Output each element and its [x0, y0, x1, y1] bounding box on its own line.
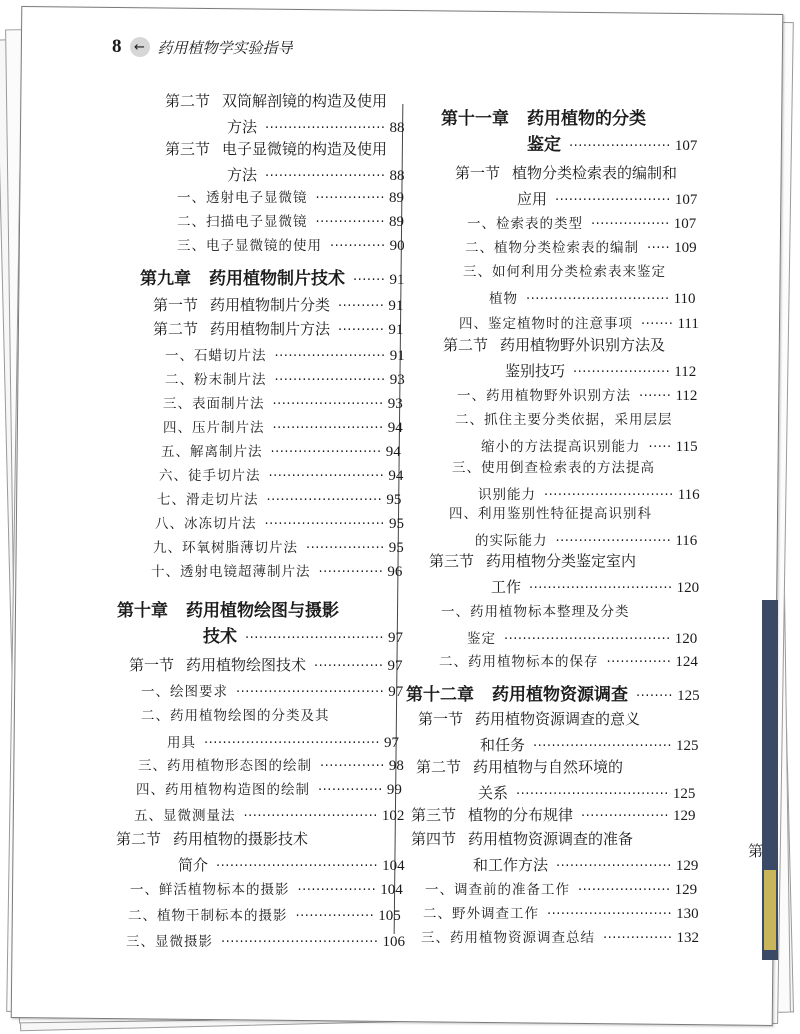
- book-title: 药用植物学实验指导: [157, 38, 293, 57]
- toc-leader-dots: ··························: [265, 121, 386, 136]
- toc-leader-dots: ······························: [245, 631, 384, 646]
- toc-leader-dots: ··········: [338, 299, 385, 314]
- toc-page-number: 124: [675, 654, 698, 670]
- toc-leader-dots: ·························: [555, 534, 672, 549]
- toc-section-entry: [416, 756, 695, 806]
- toc-entry-title: 药用植物制片分类: [210, 296, 331, 314]
- toc-entry-title: 六、徒手切片法: [159, 468, 261, 484]
- toc-section-entry: [455, 162, 697, 212]
- toc-item-entry: [441, 600, 697, 651]
- toc-entry-title: 三、药用植物形态图的绘制: [138, 758, 312, 774]
- toc-entry-title: 药用植物绘图与摄影: [186, 601, 339, 621]
- toc-section-entry: [411, 828, 698, 878]
- toc-page-number: 115: [675, 439, 698, 455]
- toc-page-number: 90: [389, 238, 405, 254]
- toc-entry-title: 三、使用倒查检索表的方法提高: [452, 460, 655, 476]
- toc-page-number: 96: [387, 564, 403, 580]
- toc-leader-dots: ····································: [504, 632, 671, 647]
- toc-entry-title: 二、野外调查工作: [423, 906, 539, 922]
- toc-page-number: 112: [675, 388, 698, 404]
- toc-entry-title: 一、石蜡切片法: [165, 348, 267, 364]
- page-number: 8: [112, 36, 122, 57]
- toc-entry-title: 二、扫描电子显微镜: [177, 214, 308, 230]
- toc-chapter-entry: [441, 108, 697, 158]
- toc-entry-label: 第三节: [429, 552, 475, 570]
- toc-entry-title-continued: 和任务: [480, 736, 526, 754]
- toc-page-number: 94: [387, 420, 403, 436]
- toc-page-number: 125: [672, 786, 696, 802]
- toc-page-number: 94: [385, 444, 401, 460]
- toc-leader-dots: ························: [274, 373, 386, 388]
- toc-entry-title: 植物分类检索表的编制和: [512, 164, 678, 182]
- toc-entry-label: 第四节: [411, 830, 457, 848]
- toc-entry-title-continued: 和工作方法: [473, 856, 549, 874]
- toc-entry-title: 药用植物绘图技术: [186, 656, 307, 674]
- toc-entry-label: 第十一章: [441, 109, 509, 129]
- toc-leader-dots: ·························: [555, 193, 671, 208]
- toc-leader-dots: ···························: [547, 907, 673, 922]
- toc-page-number: 95: [388, 540, 404, 556]
- toc-entry-label: 第十二章: [406, 685, 474, 705]
- toc-entry-title: 药用植物与自然环境的: [473, 758, 624, 776]
- toc-entry-title-continued: 植物: [489, 291, 518, 307]
- toc-leader-dots: ··································: [221, 935, 379, 950]
- toc-leader-dots: ·································: [516, 787, 669, 802]
- toc-entry-title-continued: 识别能力: [478, 487, 536, 503]
- toc-entry-label: 第一节: [455, 164, 501, 182]
- toc-page-number: 97: [384, 735, 400, 751]
- toc-leader-dots: ··············: [320, 759, 385, 774]
- toc-page-number: 88: [389, 120, 405, 136]
- toc-entry-label: 第二节: [443, 336, 489, 354]
- toc-entry-title: 二、药用植物标本的保存: [439, 654, 599, 670]
- toc-entry-title: 药用植物野外识别方法及: [500, 336, 666, 354]
- toc-leader-dots: ····················: [578, 883, 671, 898]
- toc-entry-title: 电子显微镜的构造及使用: [222, 140, 388, 158]
- toc-leader-dots: ···················: [581, 809, 670, 824]
- toc-entry-title: 植物的分布规律: [468, 806, 574, 824]
- toc-page-number: 104: [380, 882, 403, 898]
- toc-leader-dots: ·····················: [573, 365, 671, 380]
- toc-item-entry: [457, 384, 697, 408]
- toc-leader-dots: ························: [272, 421, 384, 436]
- toc-entry-title: 药用植物资源调查的意义: [475, 710, 641, 728]
- toc-page-number: 109: [674, 240, 697, 256]
- toc-page-number: 130: [676, 906, 699, 922]
- toc-entry-title: 二、抓住主要分类依据，采用层层: [455, 412, 673, 428]
- toc-section-entry: [443, 334, 696, 384]
- toc-entry-title: 三、电子显微镜的使用: [177, 238, 322, 254]
- toc-item-entry: [425, 878, 697, 902]
- toc-leader-dots: ·······························: [526, 292, 670, 307]
- toc-page-number: 102: [381, 808, 405, 824]
- toc-page-number: 93: [389, 372, 405, 388]
- toc-leader-dots: ·················: [295, 909, 375, 924]
- toc-leader-dots: ·······: [641, 317, 674, 332]
- toc-entry-title: 五、解离制片法: [161, 444, 263, 460]
- toc-page-number: 120: [674, 631, 698, 647]
- toc-entry-title: 三、药用植物资源调查总结: [421, 930, 595, 946]
- toc-entry-title: 二、粉末制片法: [165, 372, 267, 388]
- toc-entry-label: 第二节: [153, 320, 199, 338]
- toc-entry-title: 双筒解剖镜的构造及使用: [222, 92, 388, 110]
- toc-page-number: 88: [389, 168, 405, 184]
- toc-leader-dots: ········: [636, 689, 674, 704]
- toc-leader-dots: ·················: [297, 883, 377, 898]
- toc-entry-title: 七、滑走切片法: [157, 492, 259, 508]
- toc-item-entry: [449, 502, 697, 553]
- toc-entry-title: 十、透射电镜超薄制片法: [151, 564, 311, 580]
- toc-entry-label: 第九章: [140, 269, 191, 289]
- toc-entry-title: 一、调查前的准备工作: [425, 882, 570, 898]
- toc-page-number: 91: [388, 298, 404, 314]
- toc-page-number: 125: [676, 738, 699, 754]
- toc-leader-dots: ·····: [648, 440, 672, 455]
- toc-entry-title: 一、药用植物标本整理及分类: [441, 604, 630, 620]
- toc-entry-title: 药用植物资源调查: [492, 685, 628, 705]
- toc-entry-title: 四、压片制片法: [163, 420, 265, 436]
- toc-page-number: 105: [378, 908, 401, 924]
- toc-leader-dots: ···············: [315, 215, 385, 230]
- toc-entry-title: 药用植物制片技术: [209, 269, 345, 289]
- toc-entry-label: 第二节: [165, 92, 211, 110]
- toc-page-number: 95: [388, 516, 404, 532]
- toc-entry-title: 五、显微测量法: [134, 808, 236, 824]
- toc-entry-title-continued: 方法: [227, 118, 258, 136]
- toc-leader-dots: ·················: [591, 217, 670, 232]
- toc-leader-dots: ···············: [315, 191, 385, 206]
- toc-item-entry: [459, 312, 699, 336]
- toc-page-number: 129: [674, 882, 698, 898]
- toc-entry-title: 三、如何利用分类检索表来鉴定: [463, 264, 666, 280]
- toc-leader-dots: ·······: [639, 389, 672, 404]
- toc-page-number: 98: [388, 758, 404, 774]
- toc-page-number: 89: [389, 214, 404, 230]
- toc-entry-title: 药用植物的分类: [527, 109, 646, 129]
- toc-entry-title-continued: 缩小的方法提高识别能力: [481, 439, 641, 455]
- toc-entry-title-continued: 关系: [478, 784, 509, 802]
- toc-leader-dots: ··············: [318, 783, 383, 798]
- toc-entry-label: 第一节: [153, 296, 199, 314]
- back-arrow-icon: ←: [130, 37, 150, 57]
- toc-item-entry: [439, 650, 698, 674]
- toc-entry-title-continued: 方法: [227, 166, 258, 184]
- toc-leader-dots: ······················: [569, 139, 671, 154]
- toc-entry-title: 三、表面制片法: [163, 396, 265, 412]
- toc-entry-label: 第二节: [416, 758, 462, 776]
- toc-page-number: 97: [387, 630, 403, 646]
- toc-item-entry: [463, 260, 696, 311]
- toc-page-number: 112: [674, 364, 697, 380]
- toc-item-entry: [465, 236, 697, 260]
- toc-leader-dots: ··········: [338, 323, 385, 338]
- toc-entry-title-continued: 技术: [203, 627, 237, 647]
- toc-entry-title: 一、透射电子显微镜: [177, 190, 308, 206]
- toc-leader-dots: ·························: [266, 493, 383, 508]
- toc-entry-label: 第一节: [129, 656, 175, 674]
- toc-entry-title-continued: 简介: [178, 856, 209, 874]
- toc-item-entry: [455, 408, 698, 459]
- toc-leader-dots: ··························: [265, 169, 386, 184]
- toc-leader-dots: ·····························: [243, 809, 378, 824]
- toc-page-number: 116: [675, 533, 698, 549]
- toc-page-number: 107: [674, 192, 698, 208]
- toc-leader-dots: ·······························: [529, 581, 673, 596]
- toc-page-number: 129: [675, 858, 699, 874]
- toc-entry-title: 二、植物分类检索表的编制: [465, 240, 639, 256]
- toc-leader-dots: ····························: [544, 488, 674, 503]
- toc-section-entry: [411, 804, 696, 828]
- toc-page-number: 116: [677, 487, 700, 503]
- toc-item-entry: [467, 212, 696, 236]
- toc-page-number: 107: [674, 138, 698, 154]
- toc-page-number: 91: [389, 348, 405, 364]
- toc-entry-title: 一、绘图要求: [141, 684, 228, 700]
- toc-leader-dots: ············: [330, 239, 386, 254]
- toc-page-number: 120: [676, 580, 700, 596]
- toc-entry-label: 第三节: [165, 140, 211, 158]
- toc-leader-dots: ··············: [318, 565, 384, 580]
- toc-entry-title: 四、药用植物构造图的绘制: [136, 782, 310, 798]
- edge-text: 第: [748, 842, 764, 860]
- toc-leader-dots: ·······: [353, 273, 386, 288]
- toc-page-number: 91: [389, 272, 405, 288]
- toc-entry-title: 八、冰冻切片法: [155, 516, 257, 532]
- toc-leader-dots: ································: [236, 685, 385, 700]
- toc-leader-dots: ························: [274, 349, 386, 364]
- toc-leader-dots: ···············: [603, 931, 673, 946]
- toc-leader-dots: ···································: [216, 859, 379, 874]
- toc-entry-title-continued: 的实际能力: [475, 533, 548, 549]
- toc-leader-dots: ······························: [533, 739, 672, 754]
- toc-page-number: 125: [677, 688, 700, 704]
- toc-page-number: 107: [673, 216, 697, 232]
- toc-page-number: 95: [386, 492, 402, 508]
- toc-page-number: 104: [382, 858, 405, 874]
- toc-entry-title: 一、鲜活植物标本的摄影: [130, 882, 290, 898]
- toc-page-number: 99: [386, 782, 402, 798]
- toc-page-number: 110: [673, 291, 696, 307]
- toc-item-entry: [452, 456, 700, 507]
- toc-item-entry: [421, 926, 699, 950]
- toc-section-entry: [418, 708, 699, 758]
- toc-item-entry: [423, 902, 699, 926]
- toc-leader-dots: ··························: [264, 517, 385, 532]
- toc-chapter-entry: [406, 684, 700, 708]
- toc-entry-title-continued: 鉴别技巧: [505, 362, 566, 380]
- toc-leader-dots: ························: [272, 397, 384, 412]
- toc-entry-title-continued: 鉴定: [527, 135, 561, 155]
- toc-page-number: 132: [676, 930, 699, 946]
- toc-page-number: 111: [677, 316, 699, 332]
- toc-entry-title: 一、检索表的类型: [467, 216, 583, 232]
- toc-leader-dots: ······································: [204, 736, 381, 751]
- toc-entry-title: 九、环氧树脂薄切片法: [153, 540, 298, 556]
- toc-entry-title-continued: 用具: [167, 735, 196, 751]
- toc-leader-dots: ························: [270, 445, 382, 460]
- toc-entry-title: 四、鉴定植物时的注意事项: [459, 316, 633, 332]
- toc-page-number: 97: [387, 658, 403, 674]
- toc-entry-title: 药用植物资源调查的准备: [468, 830, 634, 848]
- toc-entry-title: 四、利用鉴别性特征提高识别科: [449, 506, 652, 522]
- toc-entry-title: 二、植物干制标本的摄影: [128, 908, 288, 924]
- toc-entry-label: 第一节: [418, 710, 464, 728]
- toc-leader-dots: ·····: [647, 241, 671, 256]
- toc-section-entry: [429, 550, 699, 600]
- toc-page-number: 129: [673, 808, 696, 824]
- toc-page-number: 94: [388, 468, 404, 484]
- toc-entry-title: 一、药用植物野外识别方法: [457, 388, 631, 404]
- toc-entry-title: 药用植物的摄影技术: [173, 830, 309, 848]
- toc-page-number: 97: [388, 684, 404, 700]
- toc-leader-dots: ··············: [606, 655, 672, 670]
- toc-page-number: 93: [387, 396, 403, 412]
- toc-leader-dots: ···············: [314, 659, 384, 674]
- toc-entry-title: 药用植物分类鉴定室内: [486, 552, 637, 570]
- toc-page-number: 106: [382, 934, 405, 950]
- toc-entry-label: 第十章: [117, 601, 168, 621]
- toc-entry-label: 第二节: [116, 830, 162, 848]
- toc-entry-title: 药用植物制片方法: [210, 320, 331, 338]
- toc-page-number: 91: [388, 322, 404, 338]
- toc-entry-title: 二、药用植物绘图的分类及其: [141, 708, 330, 724]
- toc-page-number: 89: [389, 190, 404, 206]
- toc-leader-dots: ·························: [556, 859, 672, 874]
- toc-entry-title-continued: 应用: [517, 190, 548, 208]
- toc-entry-title-continued: 鉴定: [467, 631, 496, 647]
- toc-leader-dots: ·················: [306, 541, 385, 556]
- toc-entry-title-continued: 工作: [491, 578, 522, 596]
- toc-leader-dots: ·························: [268, 469, 385, 484]
- toc-entry-title: 三、显微摄影: [126, 934, 213, 950]
- toc-entry-label: 第三节: [411, 806, 457, 824]
